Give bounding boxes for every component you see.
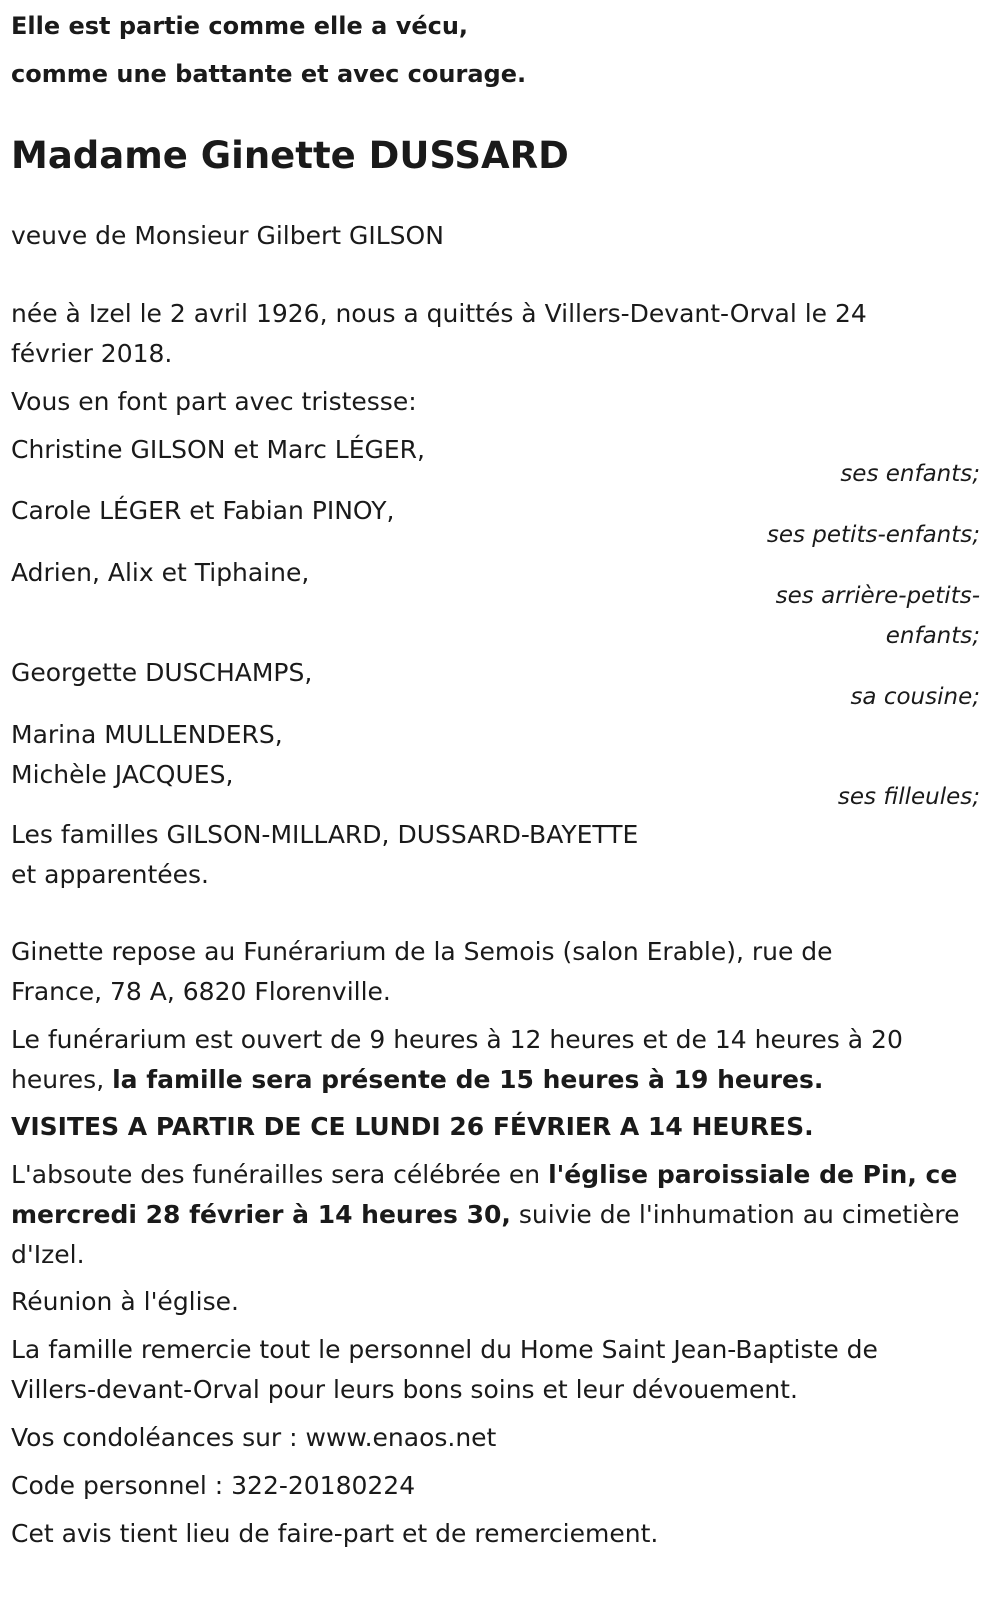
- absolution-place-time: l'église paroissiale de Pin, ce mercredi 28 février à 14 heures 30,: [11, 1160, 958, 1229]
- family-role-grandchildren: ses petits-enfants;: [766, 522, 980, 548]
- absolution-post: suivie de l'inhumation au cimetière d'Izel.: [11, 1200, 960, 1269]
- epigraph-line-1: Elle est partie comme elle a vécu,: [11, 12, 469, 40]
- opening-hours-text: Le funérarium est ouvert de 9 heures à 12 heures et de 14 heures à 20 heures,: [11, 1025, 903, 1094]
- family-role-great-grandchildren: [776, 576, 980, 656]
- family-names-great-grandchildren: Adrien, Alix et Tiphaine,: [11, 558, 310, 587]
- family-names-families: [11, 815, 990, 895]
- birth-death-paragraph: née à Izel le 2 avril 1926, nous a quittés à Villers-Devant-Orval le 24 février 2018.: [11, 299, 867, 368]
- epigraph: [11, 0, 990, 98]
- absolution-paragraph: [11, 1155, 971, 1275]
- absolution-pre: L'absoute des funérailles sera célébrée en: [11, 1160, 549, 1189]
- family-names-cousin: Georgette DUSCHAMPS,: [11, 658, 313, 687]
- rest-place-paragraph: Ginette repose au Funérarium de la Semois (salon Erable), rue de France, 78 A, 6820 Florenville.: [11, 937, 833, 1006]
- deceased-name-title: Madame Ginette DUSSARD: [11, 134, 569, 177]
- family-names-children: Christine GILSON et Marc LÉGER,: [11, 435, 425, 464]
- opening-hours-family-presence: la famille sera présente de 15 heures à 19 heures.: [112, 1065, 824, 1094]
- announce-intro: Vous en font part avec tristesse:: [11, 387, 417, 416]
- closing-line: Cet avis tient lieu de faire-part et de remerciement.: [11, 1519, 659, 1548]
- widow-of-line: veuve de Monsieur Gilbert GILSON: [11, 221, 444, 250]
- family-role-goddaughters: ses filleules;: [837, 784, 980, 810]
- family-names-families-line-2: et apparentées.: [11, 860, 209, 889]
- obituary-notice: [11, 0, 990, 1548]
- family-names-grandchildren: Carole LÉGER et Fabian PINOY,: [11, 496, 395, 525]
- family-role-children: ses enfants;: [840, 461, 980, 487]
- family-role-great-grandchildren-line-1: ses arrière-petits-: [775, 583, 980, 609]
- visits-announcement: VISITES A PARTIR DE CE LUNDI 26 FÉVRIER A 14 HEURES.: [11, 1112, 814, 1141]
- family-names-goddaughters-line-2: Michèle JACQUES,: [11, 760, 234, 789]
- condolences-line: Vos condoléances sur : www.enaos.net: [11, 1423, 497, 1452]
- thanks-paragraph: La famille remercie tout le personnel du Home Saint Jean-Baptiste de Villers-devant-Orval pour leurs bons soins et leur dévouement.: [11, 1335, 878, 1404]
- family-names-families-line-1: Les familles GILSON-MILLARD, DUSSARD-BAYETTE: [11, 820, 639, 849]
- meeting-line: Réunion à l'église.: [11, 1287, 239, 1316]
- opening-hours-paragraph: [11, 1020, 941, 1100]
- family-role-cousin: sa cousine;: [850, 684, 980, 710]
- family-role-great-grandchildren-line-2: enfants;: [885, 623, 980, 649]
- personal-code-line: Code personnel : 322-20180224: [11, 1471, 416, 1500]
- epigraph-line-2: comme une battante et avec courage.: [11, 60, 527, 88]
- family-names-goddaughters-line-1: Marina MULLENDERS,: [11, 720, 283, 749]
